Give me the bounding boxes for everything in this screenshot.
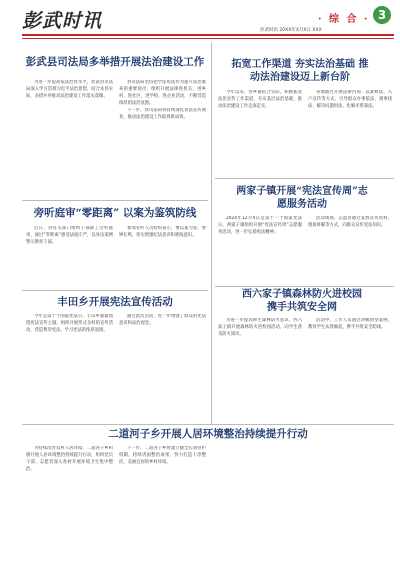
header-rule-thin (22, 38, 394, 39)
article-paragraph: 为进一步提高依法治县水平，彭武县司法局深入学习贯彻习近平法治思想，结合本县实际，多措并举推动法治建设工作落实落细。 (26, 80, 113, 99)
article-body (26, 80, 206, 196)
article-paragraph: 近日，县有关部门组织干部职工旁听庭审，通过“零距离”感受法庭庄严，以身边案例警示教育干部。 (26, 226, 113, 245)
article-paragraph: 活动现场，志愿者通过发放宣传资料、现场讲解等方式，向群众宣传宪法知识。 (308, 216, 392, 228)
article-paragraph: 活动中，工作人员通过讲解典型案例，教育学生从我做起，携手共筑安全防线。 (308, 318, 392, 330)
article-paragraph: 通过此次活动，进一步增强了群众的宪法意识和法治观念。 (119, 314, 206, 326)
section-divider (22, 290, 208, 291)
article-headline: 拓宽工作渠道 夯实法治基础 推动法治建设迈上新台阶 (231, 59, 369, 83)
article-paragraph: 为进一步提高师生森林防火意识，西六家子镇开展森林防火进校园活动，向学生普及防火知识。 (218, 318, 302, 337)
dateline: 彭武时讯 20XX年X月X日 XXX (260, 28, 322, 33)
article-paragraph: 2024年12月4日是第十一个国家宪法日，两家子镇组织开展“宪法宣传周”志愿服务活动，进一步弘扬宪法精神。 (218, 216, 302, 235)
article-paragraph: 下一步，二道河子乡将建立健全长效管护机制，持续巩固整治成果，努力打造干净整洁、美丽宜居的乡村环境。 (119, 446, 206, 465)
article-paragraph: 下一步，县司法局将持续深化普法宣传教育，推动法治建设工作取得新成效。 (119, 107, 206, 120)
section-divider (215, 286, 394, 287)
article-headline: 二道河子乡开展人居环境整治持续提升行动 (108, 428, 308, 440)
section-divider (22, 424, 394, 425)
article-paragraph: 今年是第十个国家宪法日，丰田乡紧紧围绕宪法宣传主题，组织开展形式多样的宣传活动，营造尊崇宪法、学习宪法的浓厚氛围。 (26, 314, 113, 333)
column-divider (211, 42, 212, 424)
article-paragraph: 县司法局坚持把学法用法作为提升法治素养的重要途径，组织开展法律进机关、进乡村、进社区、进学校、进企业活动，不断营造浓厚的法治氛围。 (119, 80, 206, 106)
section-divider (215, 178, 394, 179)
newspaper-masthead: 彭武时讯 (22, 10, 103, 32)
article-body (218, 216, 392, 282)
article-paragraph: 各地通过开展法律咨询、以案释法、入户宣传等方式，引导群众办事依法、遇事找法、解决问题用法、化解矛盾靠法。 (308, 90, 392, 109)
article-body (26, 446, 392, 558)
article-body (26, 314, 206, 420)
article-headline: 彭武县司法局多举措开展法治建设工作 (25, 56, 205, 68)
article-headline: 丰田乡开展宪法宣传活动 (57, 296, 173, 308)
article-body (26, 226, 206, 286)
article-headline: 旁听庭审“零距离” 以案为鉴筑防线 (33, 207, 197, 219)
section-label: · 综 合 · (318, 14, 370, 25)
article-body (218, 90, 392, 174)
article-body (218, 318, 392, 420)
article-paragraph: 为持续改善农村人居环境，二道河子乡积极开展人居环境整治持续提升行动，组织党员干部、志愿者深入各村开展环境卫生集中整治。 (26, 446, 113, 472)
article-paragraph: 参加旁听人员纷纷表示，要以案为鉴、警钟长鸣，切实增强纪法意识和底线意识。 (119, 226, 206, 238)
article-headline: 两家子镇开展“宪法宣传周”志愿服务活动 (236, 186, 368, 210)
article-paragraph: 今年以来，各乡镇结合实际，积极拓宽法治宣传工作渠道，夯实基层法治基础，推动法治建设工作走深走实。 (218, 90, 302, 109)
header-rule (22, 34, 394, 36)
page-number-badge: 3 (373, 6, 391, 24)
section-divider (22, 200, 208, 201)
article-headline: 西六家子镇森林防火进校园 携手共筑安全网 (242, 289, 362, 313)
